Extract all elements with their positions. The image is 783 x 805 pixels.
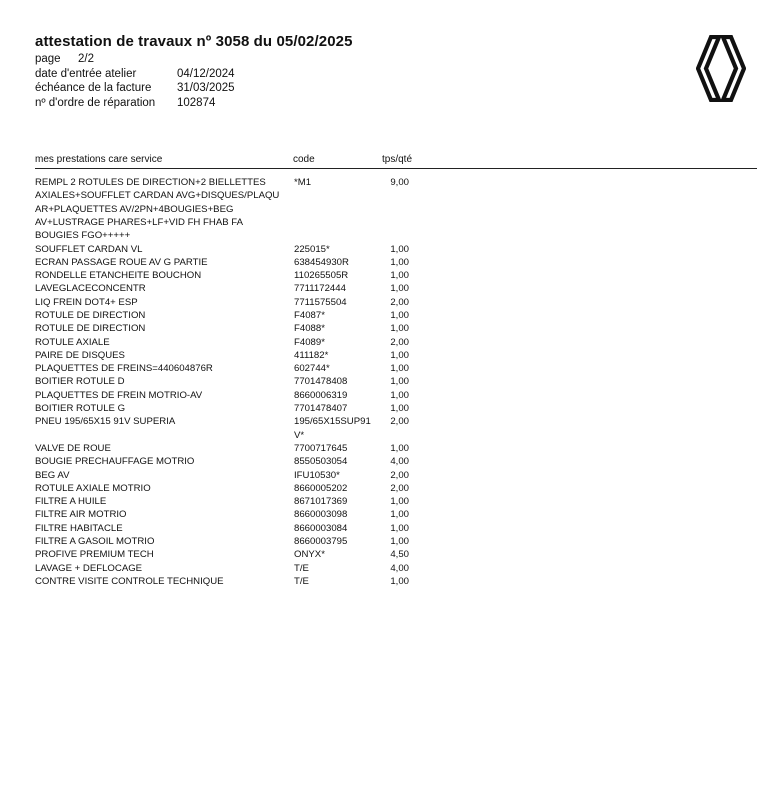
row-description: FILTRE AIR MOTRIO — [35, 509, 127, 521]
row-code: ONYX* — [294, 549, 325, 561]
renault-diamond-logo-icon — [696, 35, 746, 102]
row-description: CONTRE VISITE CONTROLE TECHNIQUE — [35, 575, 224, 587]
table-row — [35, 176, 435, 243]
row-description: ROTULE DE DIRECTION — [35, 323, 146, 335]
row-code: 195/65X15SUP91 V* — [294, 416, 371, 441]
row-qty: 2,00 — [390, 336, 409, 348]
row-description: PLAQUETTES DE FREINS=440604876R — [35, 363, 213, 375]
row-code: 7701478408 — [294, 376, 348, 388]
row-code: 7700717645 — [294, 442, 348, 454]
row-code: 411182* — [294, 349, 329, 361]
row-code: 8660003795 — [294, 536, 348, 548]
table-row — [35, 243, 435, 256]
row-qty: 4,00 — [390, 562, 409, 574]
table-row — [35, 389, 435, 402]
meta-label: nº d'ordre de réparation — [35, 96, 156, 109]
row-qty: 1,00 — [390, 323, 409, 335]
row-description: LAVEGLACECONCENTR — [35, 283, 146, 295]
table-row — [35, 336, 435, 349]
table-row — [35, 575, 435, 588]
row-qty: 4,00 — [390, 456, 409, 468]
row-qty: 1,00 — [390, 509, 409, 521]
row-code: IFU10530* — [294, 469, 340, 481]
table-row — [35, 562, 435, 575]
row-description: ROTULE AXIALE MOTRIO — [35, 482, 151, 494]
document-title: attestation de travaux nº 3058 du 05/02/2025 — [35, 33, 353, 50]
row-description: LAVAGE + DEFLOCAGE — [35, 562, 143, 574]
row-description: VALVE DE ROUE — [35, 442, 111, 454]
row-qty: 2,00 — [390, 296, 409, 308]
table-row — [35, 362, 435, 375]
row-code: *M1 — [294, 177, 312, 188]
row-code: 8660003098 — [294, 509, 348, 521]
row-qty: 1,00 — [390, 536, 409, 548]
row-description: BOUGIE PRECHAUFFAGE MOTRIO — [35, 456, 195, 468]
meta-row-order-number — [35, 96, 235, 111]
row-code: T/E — [294, 562, 309, 574]
row-code: 8660003084 — [294, 522, 348, 534]
row-description: FILTRE A GASOIL MOTRIO — [35, 536, 155, 548]
table-row — [35, 322, 435, 335]
table-row — [35, 256, 435, 269]
row-qty: 1,00 — [390, 575, 409, 587]
row-description: ROTULE AXIALE — [35, 336, 110, 348]
table-row — [35, 495, 435, 508]
row-qty: 2,00 — [390, 482, 409, 494]
table-row — [35, 282, 435, 295]
row-qty: 1,00 — [390, 389, 409, 401]
row-code: F4087* — [294, 309, 325, 321]
table-body — [35, 176, 435, 588]
table-header — [35, 154, 757, 169]
row-description: REMPL 2 ROTULES DE DIRECTION+2 BIELLETTES AXIALES+SOUFFLET CARDAN AVG+DISQUES/PLAQU AR+PLAQUETTES AV/2PN+4BOUGIES+BEG AV+LUSTRAGE PHARES+LF+VID FH FHAB FA BOUGIES FGO+++++ — [35, 177, 280, 242]
row-code: 602744* — [294, 363, 330, 375]
table-row — [35, 548, 435, 561]
row-qty: 4,50 — [390, 549, 409, 561]
row-code: F4089* — [294, 336, 325, 348]
row-qty: 1,00 — [390, 363, 409, 375]
column-header-description: mes prestations care service — [35, 154, 163, 165]
row-code: T/E — [294, 575, 309, 587]
row-qty: 1,00 — [390, 256, 409, 268]
table-row — [35, 296, 435, 309]
table-row — [35, 535, 435, 548]
row-code: 7711172444 — [294, 283, 346, 295]
table-row — [35, 508, 435, 521]
table-row — [35, 402, 435, 415]
row-qty: 9,00 — [390, 177, 409, 188]
row-description: BOITIER ROTULE D — [35, 376, 125, 388]
meta-row-due-date — [35, 81, 235, 96]
row-code: 7711575504 — [294, 296, 347, 308]
row-qty: 1,00 — [390, 270, 409, 282]
row-description: ROTULE DE DIRECTION — [35, 309, 146, 321]
row-description: RONDELLE ETANCHEITE BOUCHON — [35, 270, 202, 282]
table-row — [35, 375, 435, 388]
row-description: PLAQUETTES DE FREIN MOTRIO-AV — [35, 389, 203, 401]
table-row — [35, 522, 435, 535]
page-value: 2/2 — [78, 53, 94, 65]
document-meta — [35, 52, 235, 110]
row-description: SOUFFLET CARDAN VL — [35, 243, 143, 255]
meta-row-entry-date — [35, 67, 235, 82]
page-label: page — [35, 53, 61, 65]
row-code: 638454930R — [294, 256, 349, 268]
row-code: F4088* — [294, 323, 325, 335]
row-qty: 1,00 — [390, 243, 409, 255]
row-description: PROFIVE PREMIUM TECH — [35, 549, 154, 561]
table-row — [35, 415, 435, 442]
row-description: FILTRE A HUILE — [35, 496, 107, 508]
row-qty: 1,00 — [390, 403, 409, 415]
table-row — [35, 469, 435, 482]
meta-value: 102874 — [177, 96, 216, 109]
row-qty: 1,00 — [390, 496, 409, 508]
table-row — [35, 442, 435, 455]
meta-value: 31/03/2025 — [177, 82, 235, 95]
row-qty: 1,00 — [390, 522, 409, 534]
row-qty: 1,00 — [390, 283, 409, 295]
row-description: ECRAN PASSAGE ROUE AV G PARTIE — [35, 256, 208, 268]
row-qty: 2,00 — [390, 416, 409, 428]
meta-label: date d'entrée atelier — [35, 67, 137, 80]
table-row — [35, 455, 435, 468]
meta-value: 04/12/2024 — [177, 67, 235, 80]
row-code: 8550503054 — [294, 456, 348, 468]
table-row — [35, 349, 435, 362]
row-qty: 1,00 — [390, 376, 409, 388]
row-qty: 1,00 — [390, 442, 409, 454]
row-description: PAIRE DE DISQUES — [35, 349, 125, 361]
table-row — [35, 269, 435, 282]
row-description: PNEU 195/65X15 91V SUPERIA — [35, 416, 176, 428]
row-code: 8660006319 — [294, 389, 348, 401]
meta-label: échéance de la facture — [35, 82, 152, 95]
page-number-row — [35, 52, 235, 67]
row-description: BEG AV — [35, 469, 70, 481]
row-code: 225015* — [294, 243, 330, 255]
row-qty: 2,00 — [390, 469, 409, 481]
row-qty: 1,00 — [390, 309, 409, 321]
row-description: LIQ FREIN DOT4+ ESP — [35, 296, 138, 308]
table-row — [35, 482, 435, 495]
row-code: 7701478407 — [294, 403, 348, 415]
row-description: BOITIER ROTULE G — [35, 403, 126, 415]
column-header-qty: tps/qté — [382, 154, 413, 165]
row-description: FILTRE HABITACLE — [35, 522, 123, 534]
row-code: 8671017369 — [294, 496, 348, 508]
column-header-code: code — [293, 154, 315, 165]
row-code: 110265505R — [294, 270, 349, 282]
table-row — [35, 309, 435, 322]
row-qty: 1,00 — [390, 349, 409, 361]
row-code: 8660005202 — [294, 482, 348, 494]
